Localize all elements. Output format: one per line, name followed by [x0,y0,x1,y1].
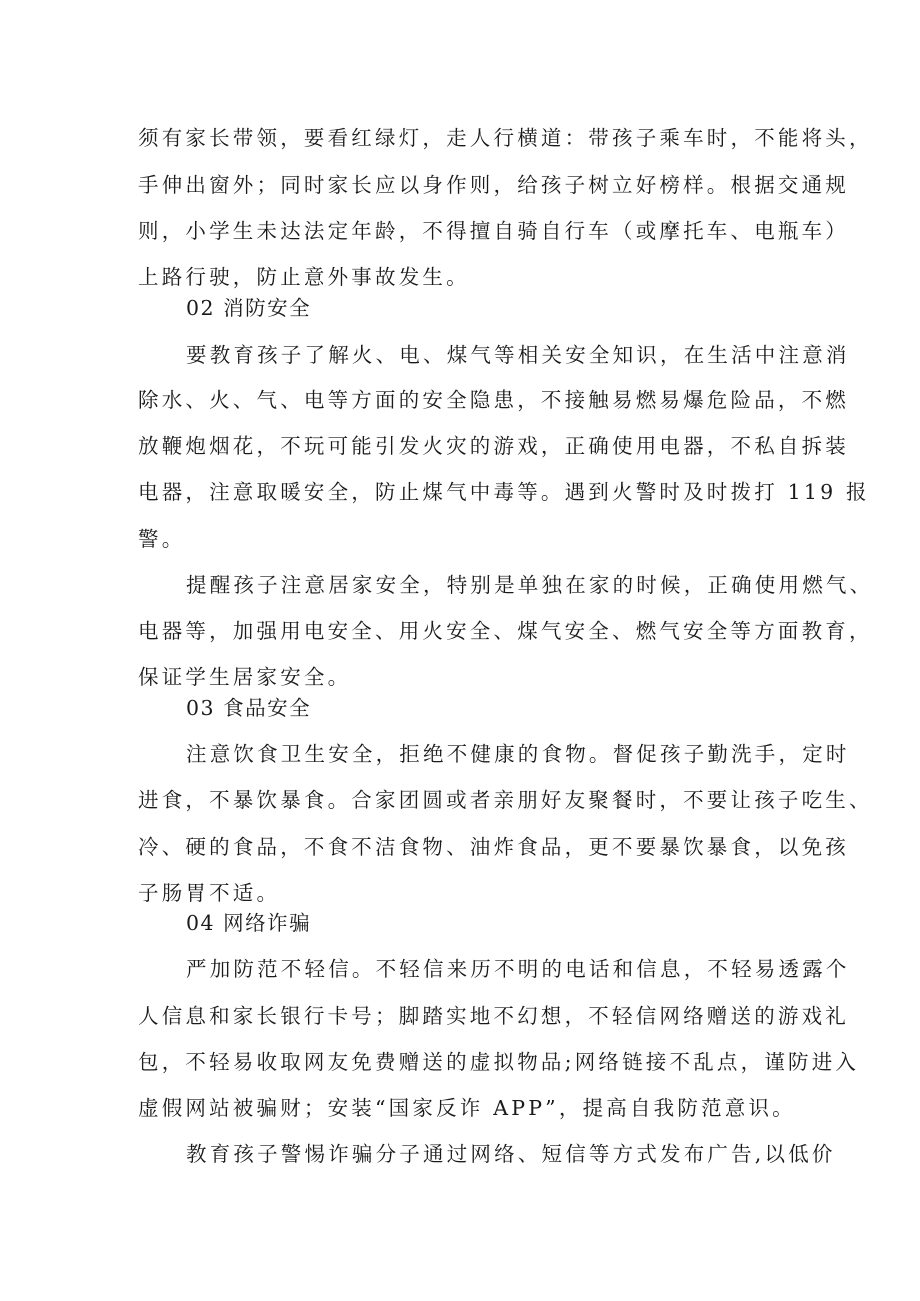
paragraph-line: 则，小学生未达法定年龄，不得擅自骑自行车（或摩托车、电瓶车） [138,219,849,243]
section-heading-food-safety: 03 食品安全 [186,696,312,720]
paragraph-line: 严加防范不轻信。不轻信来历不明的电话和信息，不轻易透露个 [186,957,850,981]
paragraph-line: 除水、火、气、电等方面的安全隐患，不接触易燃易爆危险品，不燃 [138,388,849,412]
paragraph-line: 冷、硬的食品，不食不洁食物、油炸食品，更不要暴饮暴食，以免孩 [138,835,849,859]
paragraph-line: 人信息和家长银行卡号；脚踏实地不幻想，不轻信网络赠送的游戏礼 [138,1004,849,1028]
section-heading-fire-safety: 02 消防安全 [186,296,312,320]
paragraph-line: 放鞭炮烟花，不玩可能引发火灾的游戏，正确使用电器，不私自拆装 [138,434,849,458]
paragraph-line: 保证学生居家安全。 [138,665,352,689]
paragraph-line: 注意饮食卫生安全，拒绝不健康的食物。督促孩子勤洗手，定时 [186,742,850,766]
paragraph-line: 子肠胃不适。 [138,881,281,905]
paragraph-line: 上路行驶，防止意外事故发生。 [138,265,470,289]
paragraph-line: 包，不轻易收取网友免费赠送的虚拟物品;网络链接不乱点，谨防进入 [138,1050,860,1074]
section-heading-online-fraud: 04 网络诈骗 [186,911,312,935]
paragraph-line: 手伸出窗外；同时家长应以身作则，给孩子树立好榜样。根据交通规 [138,173,849,197]
paragraph-line: 警。 [138,527,186,551]
paragraph-line: 提醒孩子注意居家安全，特别是单独在家的时候，正确使用燃气、 [186,573,874,597]
paragraph-line: 须有家长带领，要看红绿灯，走人行横道：带孩子乘车时，不能将头， [138,126,873,150]
paragraph-line: 进食，不暴饮暴食。合家团圆或者亲朋好友聚餐时，不要让孩子吃生、 [138,788,873,812]
paragraph-line: 虚假网站被骗财；安装“国家反诈 APP”，提高自我防范意识。 [138,1096,796,1120]
paragraph-line: 电器等，加强用电安全、用火安全、煤气安全、燃气安全等方面教育， [138,619,873,643]
paragraph-line: 教育孩子警惕诈骗分子通过网络、短信等方式发布广告,以低价 [186,1142,836,1166]
paragraph-line: 电器，注意取暖安全，防止煤气中毒等。遇到火警时及时拨打 119 报 [138,480,870,504]
paragraph-line: 要教育孩子了解火、电、煤气等相关安全知识，在生活中注意消 [186,343,850,367]
